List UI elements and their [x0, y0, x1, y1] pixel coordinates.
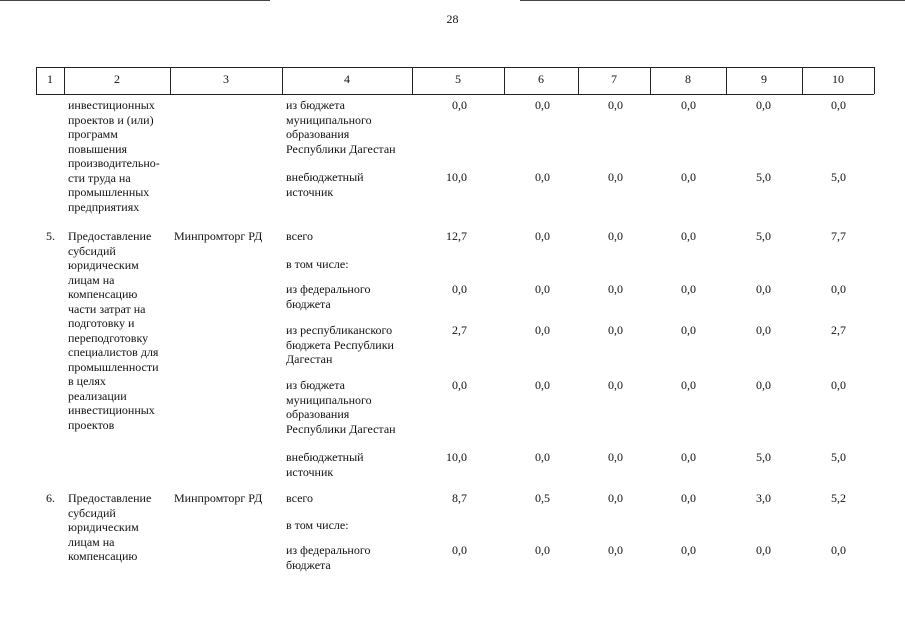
value-cell: 0,0	[681, 450, 696, 464]
source-line: из республиканского	[286, 323, 393, 337]
item-name-line: специалистов для	[68, 345, 159, 359]
value-cell: 0,0	[452, 98, 467, 112]
header-col-3: 3	[223, 72, 229, 86]
value-cell: 5,2	[831, 491, 846, 505]
header-divider	[802, 67, 803, 94]
source-line: в том числе:	[286, 257, 349, 271]
value-cell: 0,0	[608, 543, 623, 557]
source-line: бюджета Республики	[286, 337, 394, 352]
item-name-line: инвестиционных	[68, 98, 155, 112]
source-line: источник	[286, 464, 334, 479]
value-cell: 0,0	[535, 323, 550, 337]
source-line: всего	[286, 229, 314, 243]
header-col-6: 6	[538, 72, 544, 86]
value-cell: 12,7	[446, 229, 467, 243]
header-divider	[170, 67, 171, 94]
item-name-line: проектов и (или)	[68, 112, 154, 127]
source-line: Республики Дагестан	[286, 141, 396, 156]
source-line: бюджета	[286, 557, 331, 572]
source-line: источник	[286, 184, 334, 199]
header-col-4: 4	[344, 72, 350, 86]
source-line: муниципального	[286, 112, 372, 127]
value-cell: 0,0	[608, 229, 623, 243]
item-name-line: сти труда на	[68, 170, 131, 185]
header-divider	[412, 67, 413, 94]
scan-edge-left	[0, 0, 270, 1]
item-executor: Минпромторг РД	[174, 491, 263, 505]
source-line: образования	[286, 407, 350, 421]
value-cell: 0,0	[756, 543, 771, 557]
source-line: всего	[286, 491, 314, 505]
source-line: Республики Дагестан	[286, 421, 396, 436]
item-name-line: инвестиционных	[68, 403, 155, 417]
value-cell: 0,0	[756, 323, 771, 337]
item-name-line: производительно-	[68, 156, 160, 170]
value-cell: 0,0	[756, 378, 771, 392]
value-cell: 0,0	[681, 229, 696, 243]
item-name-line: юридическим	[68, 258, 139, 272]
header-divider	[504, 67, 505, 94]
header-divider	[578, 67, 579, 94]
item-name-line: промышленности	[68, 359, 159, 374]
header-col-10: 10	[832, 72, 844, 86]
item-name-line: лицам на	[68, 272, 115, 287]
value-cell: 0,0	[831, 98, 846, 112]
value-cell: 0,0	[535, 170, 550, 184]
header-divider	[726, 67, 727, 94]
value-cell: 10,0	[446, 450, 467, 464]
source-line: внебюджетный	[286, 170, 364, 184]
source-line: бюджета	[286, 296, 331, 311]
value-cell: 0,0	[756, 98, 771, 112]
header-col-1: 1	[47, 72, 53, 86]
item-name-line: переподготовку	[68, 330, 149, 345]
value-cell: 0,0	[608, 282, 623, 296]
value-cell: 0,0	[608, 378, 623, 392]
item-name-line: в целях	[68, 374, 106, 388]
value-cell: 3,0	[756, 491, 771, 505]
value-cell: 2,7	[831, 323, 846, 337]
value-cell: 5,0	[756, 450, 771, 464]
value-cell: 5,0	[756, 170, 771, 184]
value-cell: 0,0	[535, 450, 550, 464]
item-name-line: лицам на	[68, 534, 115, 549]
header-divider	[650, 67, 651, 94]
item-name-line: проектов	[68, 417, 115, 432]
header-col-5: 5	[455, 72, 461, 86]
header-col-8: 8	[685, 72, 691, 86]
header-top-border	[36, 67, 874, 68]
value-cell: 0,0	[681, 323, 696, 337]
source-line: Дагестан	[286, 352, 333, 366]
header-divider	[874, 67, 875, 94]
value-cell: 0,0	[831, 543, 846, 557]
value-cell: 0,0	[681, 98, 696, 112]
item-name-line: Предоставление	[68, 491, 152, 505]
value-cell: 0,0	[608, 450, 623, 464]
item-name-line: компенсацию	[68, 287, 138, 301]
value-cell: 0,0	[756, 282, 771, 296]
header-col-9: 9	[761, 72, 767, 86]
item-name-line: программ	[68, 127, 118, 141]
value-cell: 0,0	[452, 378, 467, 392]
value-cell: 0,0	[681, 282, 696, 296]
value-cell: 2,7	[452, 323, 467, 337]
header-col-7: 7	[611, 72, 617, 86]
value-cell: 0,0	[535, 378, 550, 392]
item-name-line: предприятиях	[68, 199, 140, 214]
item-name-line: Предоставление	[68, 229, 152, 243]
value-cell: 5,0	[831, 450, 846, 464]
item-number: 6.	[46, 491, 55, 505]
source-line: в том числе:	[286, 518, 349, 532]
item-executor: Минпромторг РД	[174, 229, 263, 243]
item-name-line: реализации	[68, 388, 127, 403]
item-name-line: компенсацию	[68, 549, 138, 563]
header-divider	[282, 67, 283, 94]
value-cell: 0,0	[608, 98, 623, 112]
value-cell: 0,0	[608, 491, 623, 505]
value-cell: 5,0	[831, 170, 846, 184]
value-cell: 0,0	[535, 543, 550, 557]
value-cell: 0,0	[681, 491, 696, 505]
source-line: муниципального	[286, 392, 372, 407]
source-line: из бюджета	[286, 378, 345, 392]
value-cell: 10,0	[446, 170, 467, 184]
value-cell: 0,0	[608, 323, 623, 337]
item-name-line: промышленных	[68, 185, 150, 199]
source-line: из федерального	[286, 282, 371, 296]
value-cell: 0,0	[608, 170, 623, 184]
header-bottom-border	[36, 94, 874, 95]
source-line: из бюджета	[286, 98, 345, 112]
value-cell: 0,5	[535, 491, 550, 505]
value-cell: 0,0	[831, 378, 846, 392]
item-name-line: субсидий	[68, 243, 116, 258]
item-name-line: субсидий	[68, 505, 116, 520]
value-cell: 0,0	[452, 543, 467, 557]
value-cell: 0,0	[535, 282, 550, 296]
value-cell: 5,0	[756, 229, 771, 243]
value-cell: 0,0	[535, 229, 550, 243]
page-number: 28	[446, 12, 459, 26]
header-col-2: 2	[114, 72, 120, 86]
item-name-line: юридическим	[68, 520, 139, 534]
item-number: 5.	[46, 229, 55, 243]
item-name-line: части затрат на	[68, 301, 146, 316]
source-line: внебюджетный	[286, 450, 364, 464]
value-cell: 0,0	[535, 98, 550, 112]
item-name-line: подготовку и	[68, 316, 135, 330]
source-line: из федерального	[286, 543, 371, 557]
source-line: образования	[286, 127, 350, 141]
value-cell: 0,0	[681, 543, 696, 557]
value-cell: 0,0	[831, 282, 846, 296]
value-cell: 7,7	[831, 229, 846, 243]
scan-edge-right	[520, 0, 905, 1]
item-name-line: повышения	[68, 141, 128, 156]
value-cell: 0,0	[681, 170, 696, 184]
value-cell: 0,0	[681, 378, 696, 392]
value-cell: 0,0	[452, 282, 467, 296]
value-cell: 8,7	[452, 491, 467, 505]
